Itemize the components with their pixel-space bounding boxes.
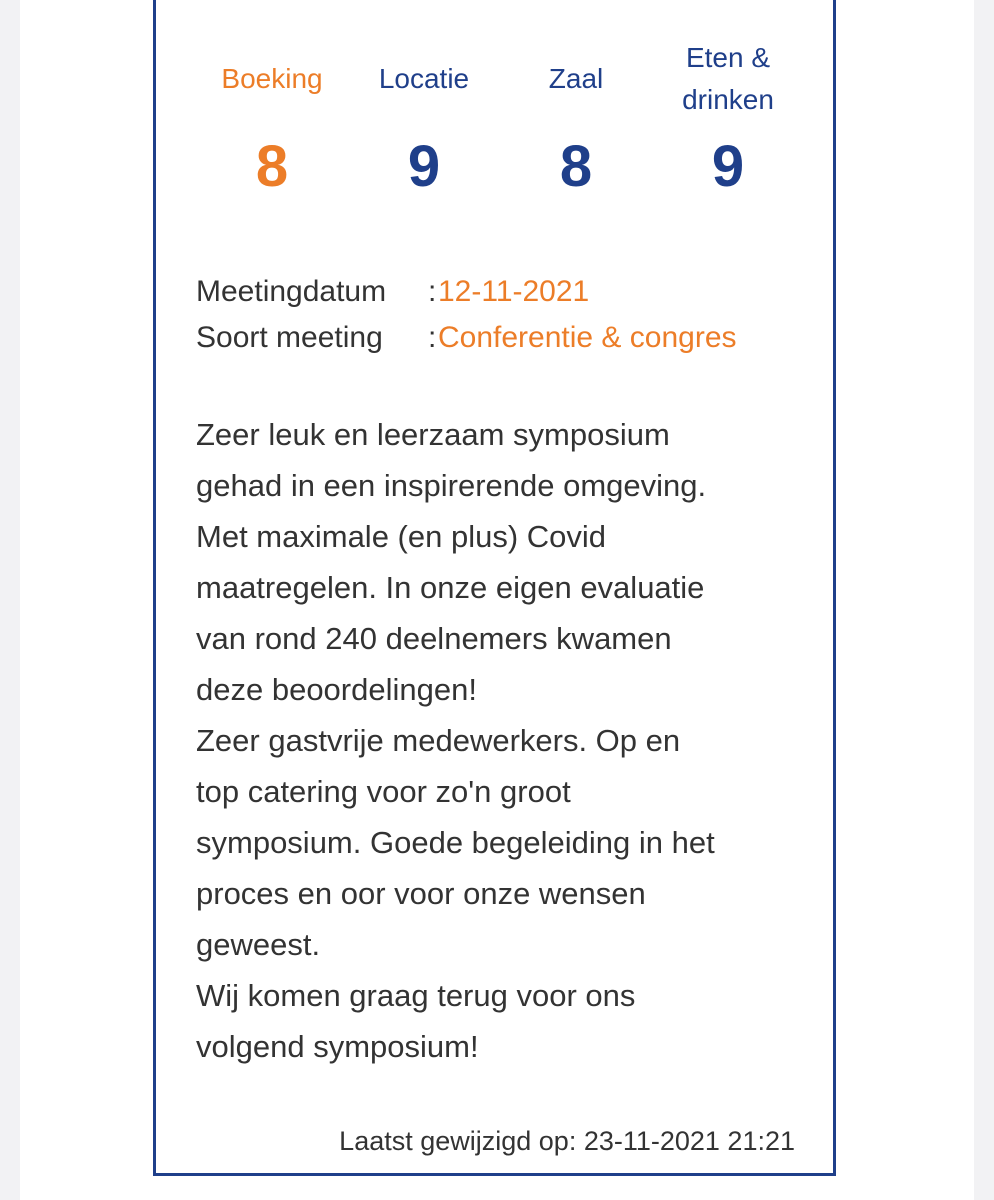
rating-food-drinks bbox=[652, 39, 804, 203]
rating-value-booking: 8 bbox=[255, 134, 289, 199]
meeting-date-row bbox=[196, 269, 737, 315]
review-line: proces en oor voor onze wensen bbox=[196, 876, 646, 911]
review-line: geweest. bbox=[196, 927, 321, 962]
meta-separator: : bbox=[428, 275, 437, 308]
rating-label-booking: Boeking bbox=[221, 63, 323, 94]
rating-value-food-drinks: 9 bbox=[711, 134, 745, 199]
meeting-type-row bbox=[196, 315, 737, 361]
rating-label-food-drinks bbox=[652, 39, 804, 119]
right-margin bbox=[974, 0, 994, 1200]
review-line: symposium. Goede begeleiding in het bbox=[196, 825, 715, 860]
left-margin bbox=[0, 0, 20, 1200]
meta-separator: : bbox=[428, 321, 437, 354]
review-line: volgend symposium! bbox=[196, 1029, 479, 1064]
rating-label-food-drinks-line2: drinken bbox=[682, 84, 774, 115]
review-card bbox=[153, 0, 836, 1176]
review-line: gehad in een inspirerende omgeving. bbox=[196, 468, 707, 503]
review-line: Zeer gastvrije medewerkers. Op en bbox=[196, 723, 681, 758]
review-line: van rond 240 deelnemers kwamen bbox=[196, 621, 672, 656]
rating-room bbox=[500, 39, 652, 203]
meeting-type-label: Soort meeting bbox=[196, 321, 383, 354]
rating-label-room: Zaal bbox=[548, 63, 604, 94]
review-line: deze beoordelingen! bbox=[196, 672, 477, 707]
rating-location bbox=[348, 39, 500, 203]
review-line: Zeer leuk en leerzaam symposium bbox=[196, 417, 670, 452]
review-line: Met maximale (en plus) Covid bbox=[196, 519, 607, 554]
meeting-date-value: 12-11-2021 bbox=[438, 275, 590, 308]
rating-label-food-drinks-line1: Eten & bbox=[685, 42, 771, 73]
meeting-meta bbox=[196, 269, 737, 361]
last-modified: Laatst gewijzigd op: 23-11-2021 21:21 bbox=[339, 1126, 795, 1156]
rating-value-location: 9 bbox=[407, 134, 441, 199]
review-line: top catering voor zo'n groot bbox=[196, 774, 571, 809]
review-line: maatregelen. In onze eigen evaluatie bbox=[196, 570, 705, 605]
rating-label-location: Locatie bbox=[378, 63, 470, 94]
review-line: Wij komen graag terug voor ons bbox=[196, 978, 636, 1013]
review-text bbox=[196, 409, 816, 1072]
meeting-type-value: Conferentie & congres bbox=[438, 321, 737, 354]
rating-booking bbox=[196, 39, 348, 203]
rating-value-room: 8 bbox=[559, 134, 593, 199]
rating-scores bbox=[196, 39, 806, 203]
meeting-date-label: Meetingdatum bbox=[196, 275, 387, 308]
